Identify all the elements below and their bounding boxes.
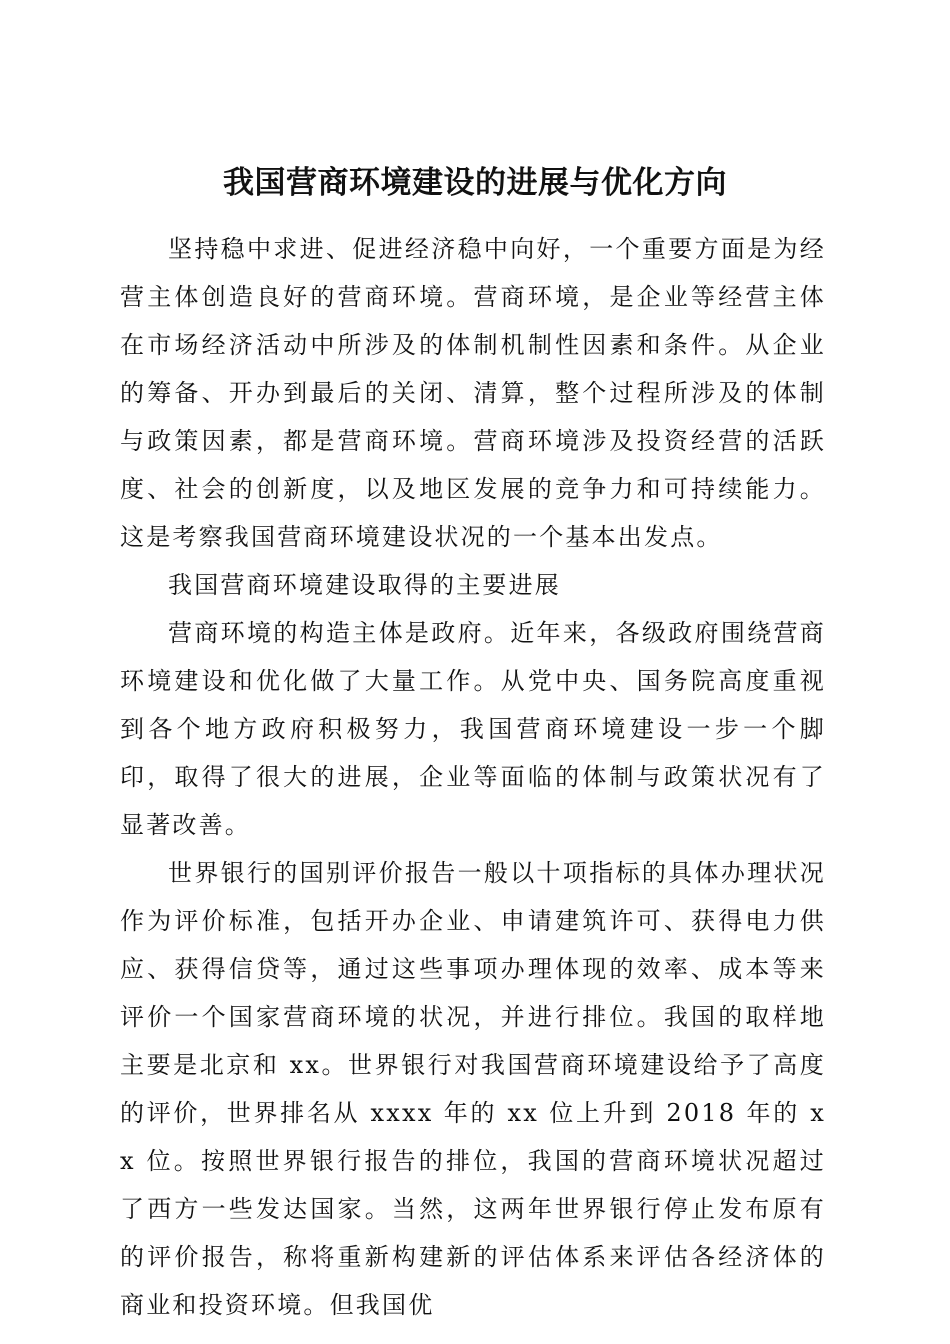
paragraph-world-bank: 世界银行的国别评价报告一般以十项指标的具体办理状况作为评价标准，包括开办企业、申请建筑许可、获得电力供应、获得信贷等，通过这些事项办理体现的效率、成本等来评价一个国家营商环境的状况，并进行排位。我国的取样地主要是北京和 xx。世界银行对我国营商环境建设给予了高度的评价，世界排名从 xxxx 年的 xx 位上升到 2018 年的 xx 位。按照世界银行报告的排位，我国的营商环境状况超过了西方一些发达国家。当然，这两年世界银行停止发布原有的评价报告，称将重新构建新的评估体系来评估各经济体的商业和投资环境。但我国优: [120, 859, 826, 1319]
document-title: 我国营商环境建设的进展与优化方向: [223, 164, 727, 201]
paragraph-government: 营商环境的构造主体是政府。近年来，各级政府围绕营商环境建设和优化做了大量工作。从党中央、国务院高度重视到各个地方政府积极努力，我国营商环境建设一步一个脚印，取得了很大的进展，企业等面临的体制与政策状况有了显著改善。: [120, 619, 826, 839]
section-heading: 我国营商环境建设取得的主要进展: [168, 571, 561, 599]
paragraph-intro: 坚持稳中求进、促进经济稳中向好，一个重要方面是为经营主体创造良好的营商环境。营商环境，是企业等经营主体在市场经济活动中所涉及的体制机制性因素和条件。从企业的筹备、开办到最后的关闭、清算，整个过程所涉及的体制与政策因素，都是营商环境。营商环境涉及投资经营的活跃度、社会的创新度，以及地区发展的竞争力和可持续能力。这是考察我国营商环境建设状况的一个基本出发点。: [120, 235, 826, 551]
document-body: [120, 225, 826, 1329]
